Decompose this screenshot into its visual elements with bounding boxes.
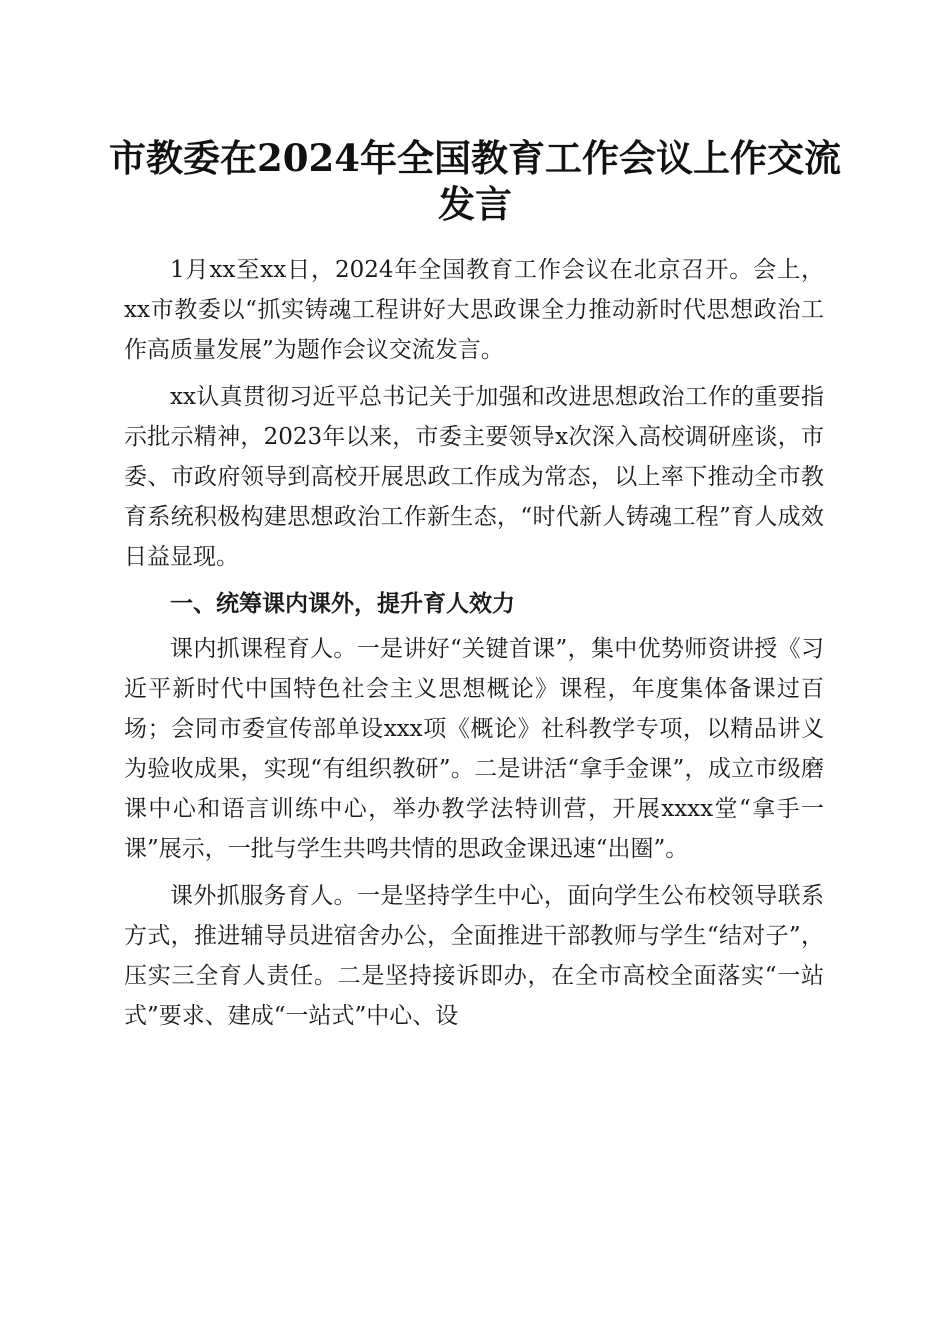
- document-title: 市教委在2024年全国教育工作会议上作交流发言: [109, 136, 841, 226]
- section-heading-1: 一、统筹课内课外，提升育人效力: [170, 591, 515, 617]
- paragraph-overview: xx认真贯彻习近平总书记关于加强和改进思想政治工作的重要指示批示精神，2023年以来，市委主要领导x次深入高校调研座谈，市委、市政府领导到高校开展思政工作成为常态，以上率下推动全市教育系统积极构建思想政治工作新生态，“时代新人铸魂工程”育人成效日益显现。: [124, 384, 824, 570]
- document-body: [124, 250, 824, 1043]
- paragraph-curriculum: 课内抓课程育人。一是讲好“关键首课”，集中优势师资讲授《习近平新时代中国特色社会主义思想概论》课程，年度集体备课过百场；会同市委宣传部单设xxx项《概论》社科教学专项，以精品讲义为验收成果，实现“有组织教研”。二是讲活“拿手金课”，成立市级磨课中心和语言训练中心，举办教学法特训营，开展xxxx堂“拿手一课”展示，一批与学生共鸣共情的思政金课迅速“出圈”。: [124, 636, 824, 862]
- paragraph-service: 课外抓服务育人。一是坚持学生中心，面向学生公布校领导联系方式，推进辅导员进宿舍办公，全面推进干部教师与学生“结对子”，压实三全育人责任。二是坚持接诉即办，在全市高校全面落实“一站式”要求、建成“一站式”中心、设: [124, 883, 824, 1029]
- paragraph-intro: 1月xx至xx日，2024年全国教育工作会议在北京召开。会上，xx市教委以“抓实铸魂工程讲好大思政课全力推动新时代思想政治工作高质量发展”为题作会议交流发言。: [124, 257, 824, 363]
